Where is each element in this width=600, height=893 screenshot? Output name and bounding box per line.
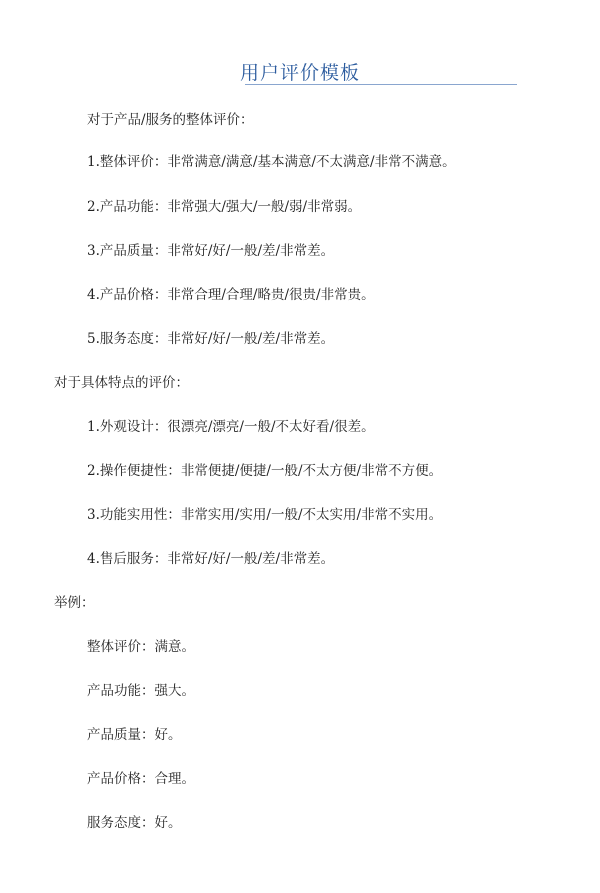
example-heading: 举例：	[54, 595, 95, 611]
overall-item-5: 5.服务态度：非常好/好/一般/差/非常差。	[87, 331, 335, 347]
specific-item-3: 3.功能实用性：非常实用/实用/一般/不太实用/非常不实用。	[87, 507, 443, 523]
intro-specific: 对于具体特点的评价：	[54, 375, 189, 391]
specific-item-2: 2.操作便捷性：非常便捷/便捷/一般/不太方便/非常不方便。	[87, 463, 443, 479]
overall-item-1: 1.整体评价：非常满意/满意/基本满意/不太满意/非常不满意。	[87, 154, 456, 170]
specific-item-4: 4.售后服务：非常好/好/一般/差/非常差。	[87, 551, 335, 567]
example-item-4: 产品价格：合理。	[87, 771, 195, 787]
example-item-3: 产品质量：好。	[87, 727, 182, 743]
example-item-1: 整体评价：满意。	[87, 639, 195, 655]
overall-item-2: 2.产品功能：非常强大/强大/一般/弱/非常弱。	[87, 199, 362, 215]
intro-overall: 对于产品/服务的整体评价：	[87, 112, 254, 128]
example-item-5: 服务态度：好。	[87, 815, 182, 831]
overall-item-3: 3.产品质量：非常好/好/一般/差/非常差。	[87, 243, 335, 259]
title-underline	[245, 84, 517, 85]
overall-item-4: 4.产品价格：非常合理/合理/略贵/很贵/非常贵。	[87, 287, 375, 303]
example-item-2: 产品功能：强大。	[87, 683, 195, 699]
specific-item-1: 1.外观设计：很漂亮/漂亮/一般/不太好看/很差。	[87, 419, 375, 435]
document-title: 用户评价模板	[239, 62, 360, 84]
